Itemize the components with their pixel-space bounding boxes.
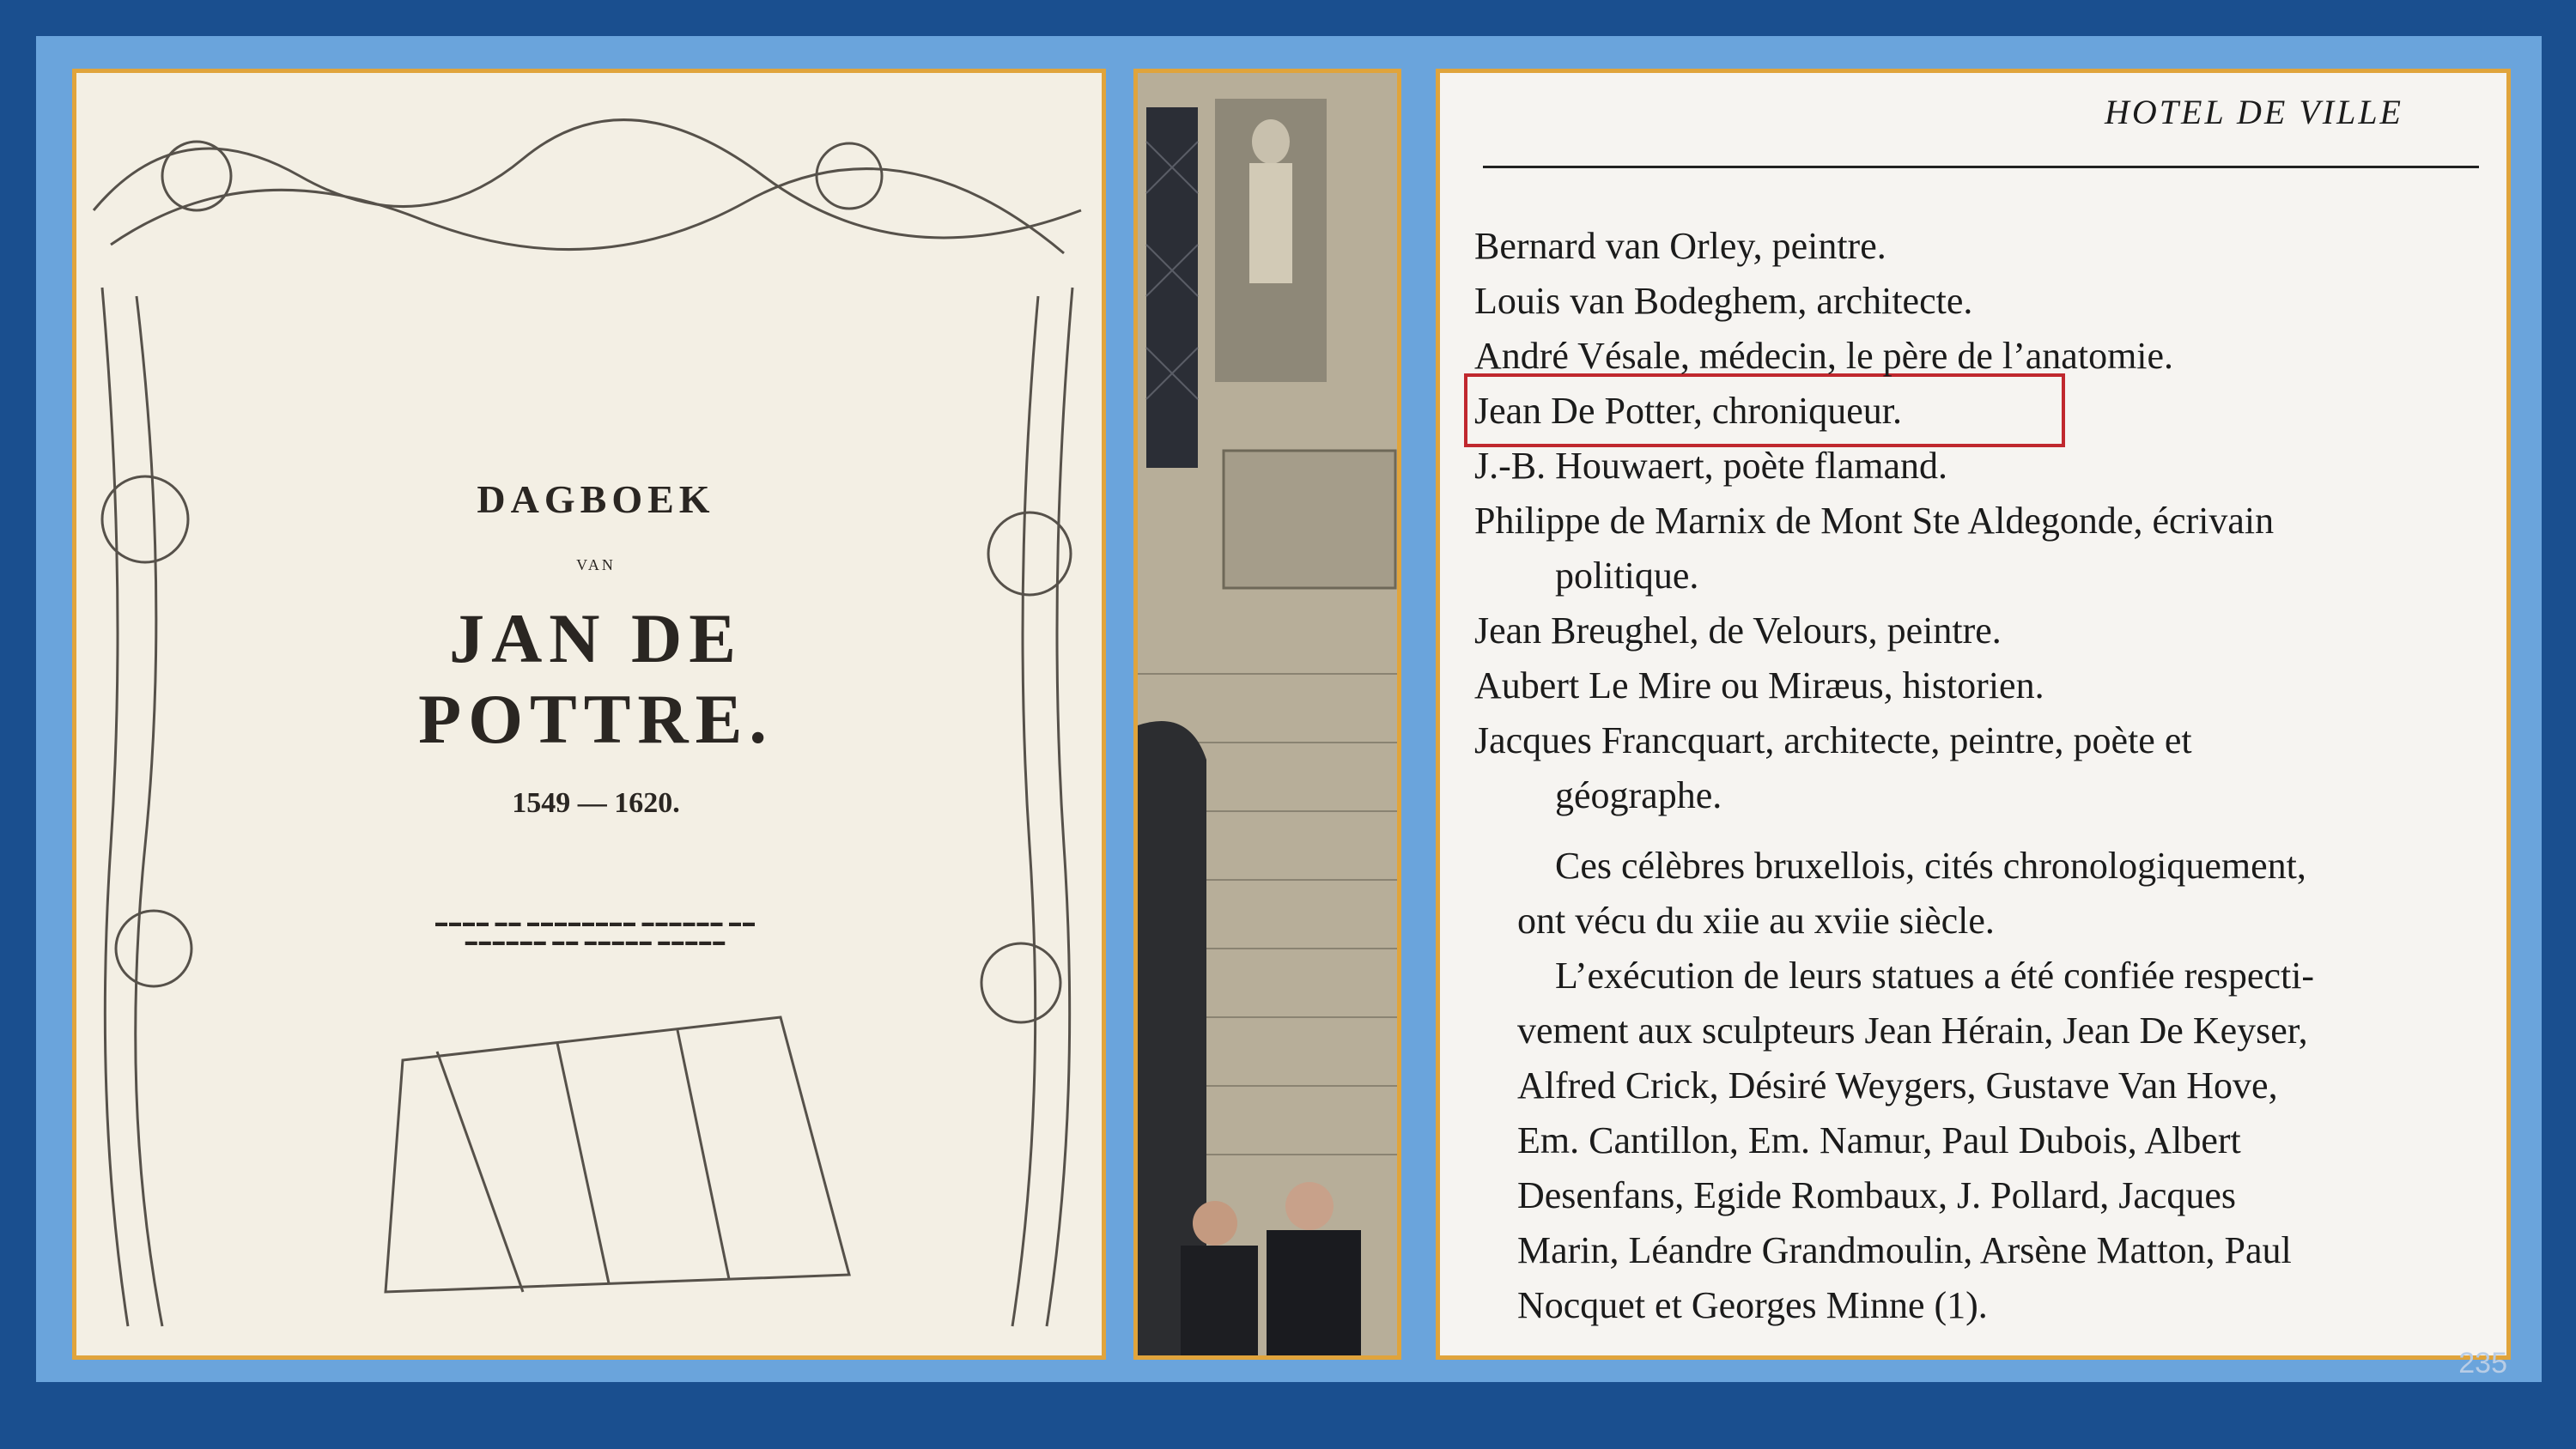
slide-number: 235 xyxy=(2458,1347,2507,1379)
text-line: L’exécution de leurs statues a été confiée respecti- xyxy=(1555,955,2315,997)
text-line: Em. Cantillon, Em. Namur, Paul Dubois, Albert xyxy=(1517,1119,2241,1161)
printed-page xyxy=(1436,69,2511,1360)
header-rule xyxy=(1483,166,2479,168)
running-head: HOTEL DE VILLE xyxy=(2105,93,2403,131)
text-line: ont vécu du xiie au xviie siècle. xyxy=(1517,900,1995,942)
text-line: Nocquet et Georges Minne (1). xyxy=(1517,1284,1988,1326)
text-line: Louis van Bodeghem, architecte. xyxy=(1474,280,1973,322)
text-line: Jean Breughel, de Velours, peintre. xyxy=(1474,609,2002,652)
statue-photo xyxy=(1133,69,1401,1360)
title-subtitle-fineprint: ▬▬▬▬ ▬▬ ▬▬▬▬▬▬▬▬ ▬▬▬▬▬▬ ▬▬ ▬▬▬▬▬▬ ▬▬ ▬▬▬▬▬ ▬▬▬▬▬ xyxy=(435,917,756,949)
title-van: VAN xyxy=(576,556,616,573)
text-line: Ces célèbres bruxellois, cités chronologiquement, xyxy=(1555,845,2306,887)
text-line: politique. xyxy=(1555,555,1699,597)
photo-illustration xyxy=(1138,73,1397,1355)
text-line: Alfred Crick, Désiré Weygers, Gustave Van Hove, xyxy=(1517,1064,2278,1106)
text-line: Marin, Léandre Grandmoulin, Arsène Matton, Paul xyxy=(1517,1229,2292,1271)
highlighted-text-line: Jean De Potter, chroniqueur. xyxy=(1474,390,1902,432)
text-line: Aubert Le Mire ou Miræus, historien. xyxy=(1474,664,2044,706)
title-dagboek: DAGBOEK xyxy=(477,477,715,521)
text-line: J.-B. Houwaert, poète flamand. xyxy=(1474,445,1948,487)
text-line: Jacques Francquart, architecte, peintre, poète et xyxy=(1474,719,2192,761)
page-body xyxy=(1474,219,2479,1333)
title-page-image xyxy=(72,69,1106,1360)
title-dates: 1549 — 1620. xyxy=(512,787,680,819)
text-line: André Vésale, médecin, le père de l’anatomie. xyxy=(1474,335,2174,377)
text-line: géographe. xyxy=(1555,774,1722,816)
title-name: JAN DE POTTRE. xyxy=(418,599,774,758)
title-block xyxy=(274,356,918,957)
text-line: Desenfans, Egide Rombaux, J. Pollard, Jacques xyxy=(1517,1174,2237,1216)
text-line: vement aux sculpteurs Jean Hérain, Jean De Keyser, xyxy=(1517,1009,2308,1052)
text-line: Philippe de Marnix de Mont Ste Aldegonde, écrivain xyxy=(1474,500,2275,542)
text-line: Bernard van Orley, peintre. xyxy=(1474,225,1886,267)
